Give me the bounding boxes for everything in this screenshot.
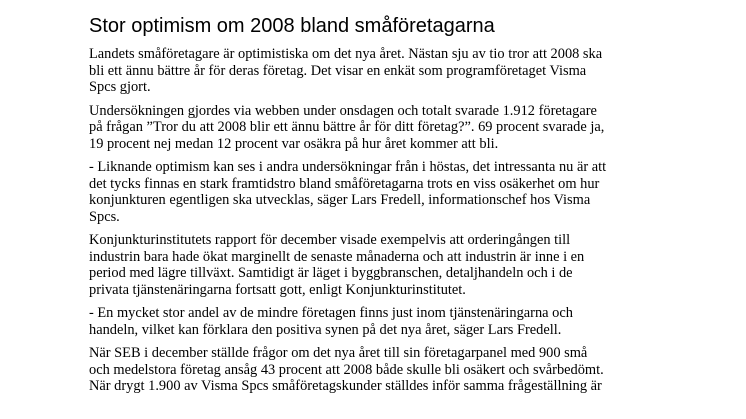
article-paragraph-4: Konjunkturinstitutets rapport för december visade exempelvis att orderingången till industrin bara hade ökat marginellt de senaste månaderna och att industrin är inne i en period med lägre tillväxt. Samtidigt är läget i byggbranschen, detaljhandeln och i de privata tjänstenäringarna fortsatt gott, enligt Konjunkturinstitutet. — [89, 232, 585, 298]
article-paragraph-3: - Liknande optimism kan ses i andra undersökningar från i höstas, det intressanta nu är att det tycks finnas en stark framtidstro bland småföretagarna trots en viss osäkerhet om hur konjunkturen egentligen ska utvecklas, säger Lars Fredell, informationschef hos Visma Spcs. — [89, 159, 607, 225]
article-title: Stor optimism om 2008 bland småföretagarna — [89, 15, 495, 37]
article-paragraph-6: När SEB i december ställde frågor om det nya året till sin företagarpanel med 900 små och medelstora företag ansåg 43 procent att 2008 både skulle bli osäkert och svårbedömt. När drygt 1.900 av Visma Spcs småföretagskunder ställdes inför samma frågeställning är — [89, 345, 604, 394]
article-paragraph-5: - En mycket stor andel av de mindre företagen finns just inom tjänstenäringarna och handeln, vilket kan förklara den positiva synen på det nya året, säger Lars Fredell. — [89, 305, 573, 338]
article — [89, 13, 609, 402]
article-paragraph-2: Undersökningen gjordes via webben under onsdagen och totalt svarade 1.912 företagare på frågan ”Tror du att 2008 blir ett ännu bättre år för ditt företag?”. 69 procent svarade ja, 19 procent nej medan 12 procent var osäkra på hur året kommer att bli. — [89, 102, 605, 152]
article-paragraph-1: Landets småföretagare är optimistiska om det nya året. Nästan sju av tio tror att 2008 ska bli ett ännu bättre år för deras företag. Det visar en enkät som programföretaget Visma Spcs gjort. — [89, 46, 603, 95]
